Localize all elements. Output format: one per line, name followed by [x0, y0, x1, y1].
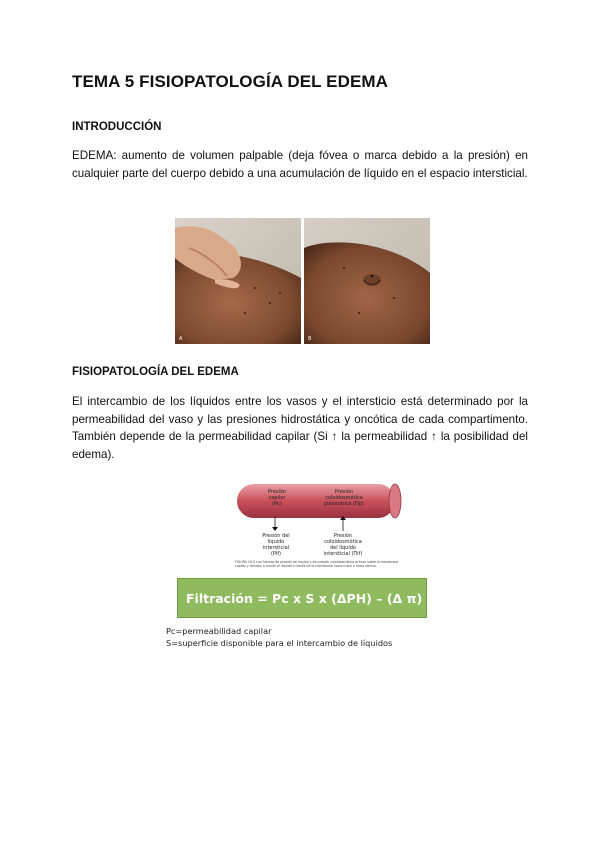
intro-heading: INTRODUCCIÓN — [72, 121, 162, 133]
label-interstitial-pressure: Presión del líquido intersticial (Pif) — [262, 533, 290, 557]
photo-b-label: B — [308, 336, 312, 342]
filtration-formula: Filtración = Pc x S x (ΔPH) – (Δ π) — [186, 590, 423, 606]
legend-s: S=superficie disponible para el intercambio de líquidos — [166, 638, 393, 648]
capillary-pressure-figure — [233, 480, 403, 572]
edema-photo-pitting — [304, 218, 430, 344]
intro-paragraph: EDEMA: aumento de volumen palpable (deja fóvea o marca debido a la presión) en cualquier parte del cuerpo debido a una acumulación de líquido en el espacio intersticial. — [72, 149, 528, 180]
label-plasma-oncotic-pressure: Presión coloidosmótica plasmática (Πp) — [324, 489, 364, 507]
page-title: TEMA 5 FISIOPATOLOGÍA DEL EDEMA — [72, 72, 389, 91]
photo-a-label: A — [179, 336, 183, 342]
filtration-formula-box — [177, 578, 427, 618]
fisio-heading: FISIOPATOLOGÍA DEL EDEMA — [72, 366, 239, 378]
legend-pc: Pc=permeabilidad capilar — [166, 626, 272, 636]
fisio-paragraph: El intercambio de los líquidos entre los vasos y el intersticio está determinado por la permeabilidad del vaso y las presiones hidrostática y oncótica de cada compartimento. También depende de la permeabilidad capilar (Si ↑ la permeabilidad ↑ la posibilidad del edema). — [72, 395, 528, 461]
label-capillary-pressure: Presión capilar (Pc) — [267, 489, 287, 507]
figure-caption: FIGURA 16-5 Las fuerzas de presión de líquido y de presión coloidosmótica actúan sobre la membrana capilar y tienden a mover el líquido a través de la membrana hacia fuera o hacia dentro. — [235, 560, 399, 568]
edema-photo-pressing — [175, 218, 301, 344]
label-interstitial-oncotic-pressure: Presión coloidosmótica del líquido intersticial (Πif) — [323, 533, 363, 557]
